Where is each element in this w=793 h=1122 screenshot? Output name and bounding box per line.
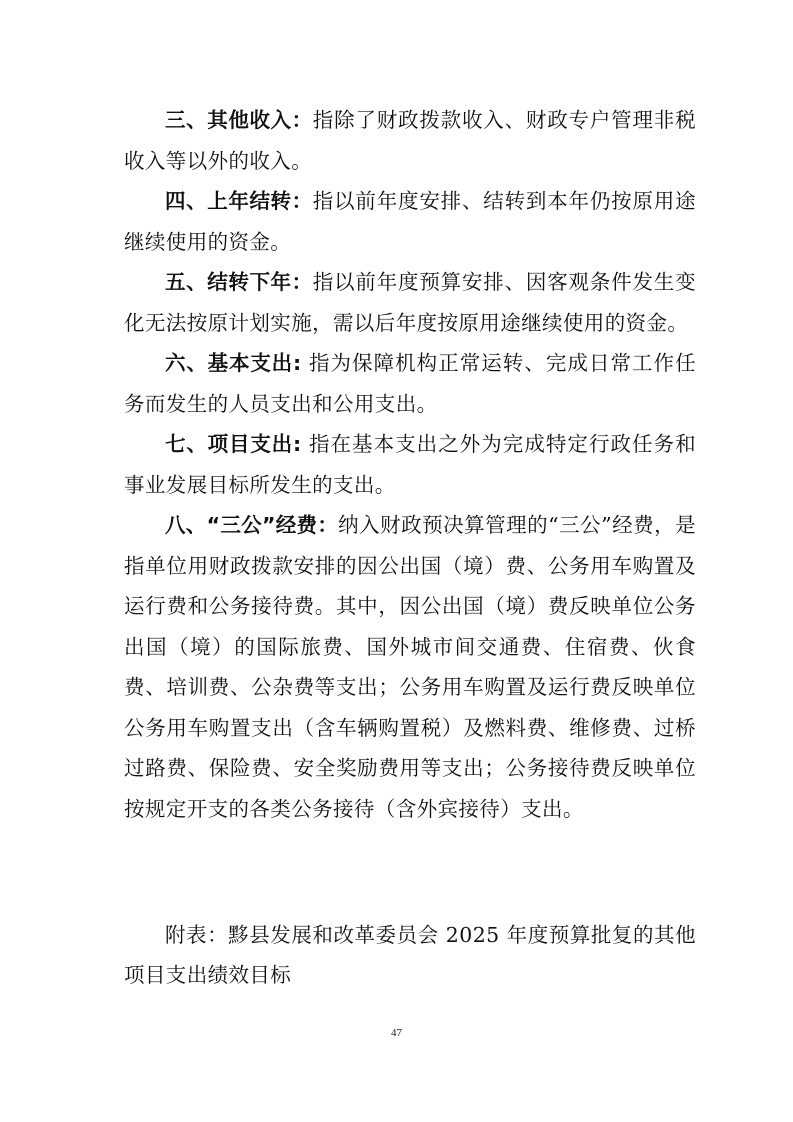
- paragraph-other-income: [124, 100, 696, 181]
- definition-three-public-expenses: 纳入财政预决算管理的“三公”经费，是指单位用财政拨款安排的因公出国（境）费、公务用车购置及运行费和公务接待费。其中，因公出国（境）费反映单位公务出国（境）的国际旅费、国外城市间交通费、住宿费、伙食费、培训费、公杂费等支出；公务用车购置及运行费反映单位公务用车购置支出（含车辆购置税）及燃料费、维修费、过桥过路费、保险费、安全奖励费用等支出；公务接待费反映单位按规定开支的各类公务接待（含外宾接待）支出。: [124, 513, 696, 821]
- paragraph-project-expenditure: [124, 424, 696, 505]
- term-basic-expenditure: 六、基本支出:: [165, 351, 302, 375]
- paragraph-carryover-next-year: [124, 262, 696, 343]
- term-three-public-expenses: 八、“三公”经费：: [165, 513, 339, 537]
- definition-basic-expenditure: 指为保障机构正常运转、完成日常工作任务而发生的人员支出和公用支出。: [124, 351, 696, 416]
- term-carryover-next-year: 五、结转下年：: [165, 270, 313, 294]
- appendix-note: 附表：黟县发展和改革委员会 2025 年度预算批复的其他项目支出绩效目标: [124, 922, 696, 987]
- term-project-expenditure: 七、项目支出:: [165, 432, 302, 456]
- term-other-income: 三、其他收入：: [165, 108, 313, 132]
- term-prior-year-carryover: 四、上年结转：: [165, 189, 313, 213]
- definition-carryover-next-year: 指以前年度预算安排、因客观条件发生变化无法按原计划实施，需以后年度按原用途继续使用的资金。: [124, 270, 697, 335]
- paragraph-three-public-expenses: [124, 505, 696, 829]
- definition-prior-year-carryover: 指以前年度安排、结转到本年仍按原用途继续使用的资金。: [124, 189, 697, 254]
- paragraph-prior-year-carryover: [124, 181, 696, 262]
- definition-project-expenditure: 指在基本支出之外为完成特定行政任务和事业发展目标所发生的支出。: [124, 432, 696, 497]
- page-number: 47: [391, 1027, 402, 1039]
- definition-other-income: 指除了财政拨款收入、财政专户管理非税收入等以外的收入。: [124, 108, 697, 173]
- paragraph-basic-expenditure: [124, 343, 696, 424]
- definitions-section: [124, 100, 696, 829]
